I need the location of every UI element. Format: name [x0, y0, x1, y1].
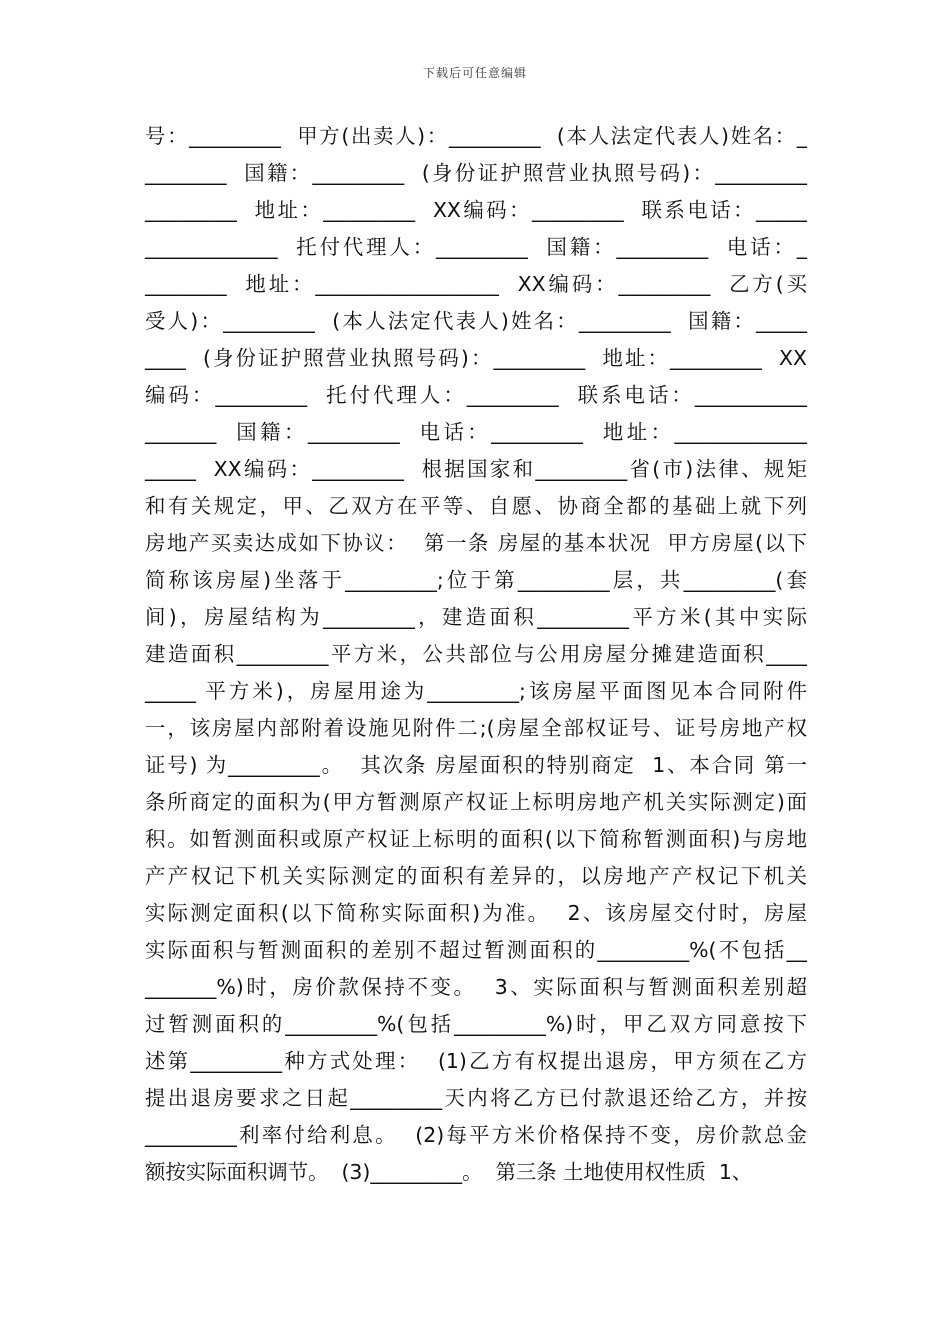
- body-line: _______ 国籍：_________ 电话：_________ 地址：_____________: [145, 420, 807, 444]
- body-line: 积。如暂测面积或原产权证上标明的面积(以下简称暂测面积)与房地: [145, 827, 807, 851]
- body-line: _________ 地址：_________ XX编码：_________ 联系电话：_____: [145, 198, 807, 222]
- body-line: 实际面积与暂测面积的差别不超过暂测面积的_________%(不包括__: [145, 938, 807, 962]
- body-line: _____________ 托付代理人：_________ 国籍：_________ 电话：_: [145, 235, 807, 259]
- body-line: 一，该房屋内部附着设施见附件二;(房屋全部权证号、证号房地产权: [145, 716, 807, 740]
- body-line: 间)，房屋结构为_________，建造面积_________平方米(其中实际: [145, 605, 807, 629]
- body-line: 建造面积_________平方米，公共部位与公用房屋分摊建造面积____: [145, 642, 807, 666]
- body-line: ____ (身份证护照营业执照号码)：_________ 地址：_________ XX: [145, 346, 807, 370]
- body-line: ________ 地址：__________________ XX编码：_________ 乙方(买: [145, 272, 807, 296]
- body-line: _____ XX编码：_________ 根据国家和_________省(市)法律、规矩: [145, 457, 807, 481]
- body-line: 和有关规定，甲、乙双方在平等、自愿、协商全都的基础上就下列: [145, 494, 807, 518]
- body-line: 提出退房要求之日起_________天内将乙方已付款退还给乙方，并按: [145, 1086, 807, 1110]
- body-line: 产产权记下机关实际测定的面积有差异的，以房地产产权记下机关: [145, 864, 807, 888]
- body-line: 额按实际面积调节。 (3)_________。 第三条 土地使用权性质 1、: [145, 1160, 753, 1184]
- body-line: 受人)：_________ (本人法定代表人)姓名：_________ 国籍：_____: [145, 309, 807, 333]
- body-line: _____ 平方米)，房屋用途为_________;该房屋平面图见本合同附件: [145, 679, 807, 703]
- body-line: 实际测定面积(以下简称实际面积)为准。 2、该房屋交付时，房屋: [145, 901, 807, 925]
- body-line: 简称该房屋)坐落于_________;位于第_________层，共_________(套: [145, 568, 807, 592]
- body-line: 房地产买卖达成如下协议： 第一条 房屋的基本状况 甲方房屋(以下: [145, 531, 807, 555]
- body-line: 述第_________种方式处理： (1)乙方有权提出退房，甲方须在乙方: [145, 1049, 807, 1073]
- body-line: 编码：_________ 托付代理人：_________ 联系电话：___________: [145, 383, 807, 407]
- body-line: 证号) 为_________。 其次条 房屋面积的特别商定 1、本合同 第一: [145, 753, 807, 777]
- body-line: 条所商定的面积为(甲方暂测原产权证上标明房地产机关实际测定)面: [145, 790, 807, 814]
- page-header: 下载后可任意编辑: [422, 66, 527, 80]
- body-line: 号：_________ 甲方(出卖人)：_________ (本人法定代表人)姓名：_: [145, 124, 807, 148]
- contract-body: [145, 118, 807, 1191]
- body-line: 过暂测面积的_________%(包括_________%)时，甲乙双方同意按下: [145, 1012, 807, 1036]
- body-line: ________ 国籍：_________ (身份证护照营业执照号码)：_________: [145, 161, 807, 185]
- body-line: _______%)时，房价款保持不变。 3、实际面积与暂测面积差别超: [145, 975, 807, 999]
- body-line: _________利率付给利息。 (2)每平方米价格保持不变，房价款总金: [145, 1123, 807, 1147]
